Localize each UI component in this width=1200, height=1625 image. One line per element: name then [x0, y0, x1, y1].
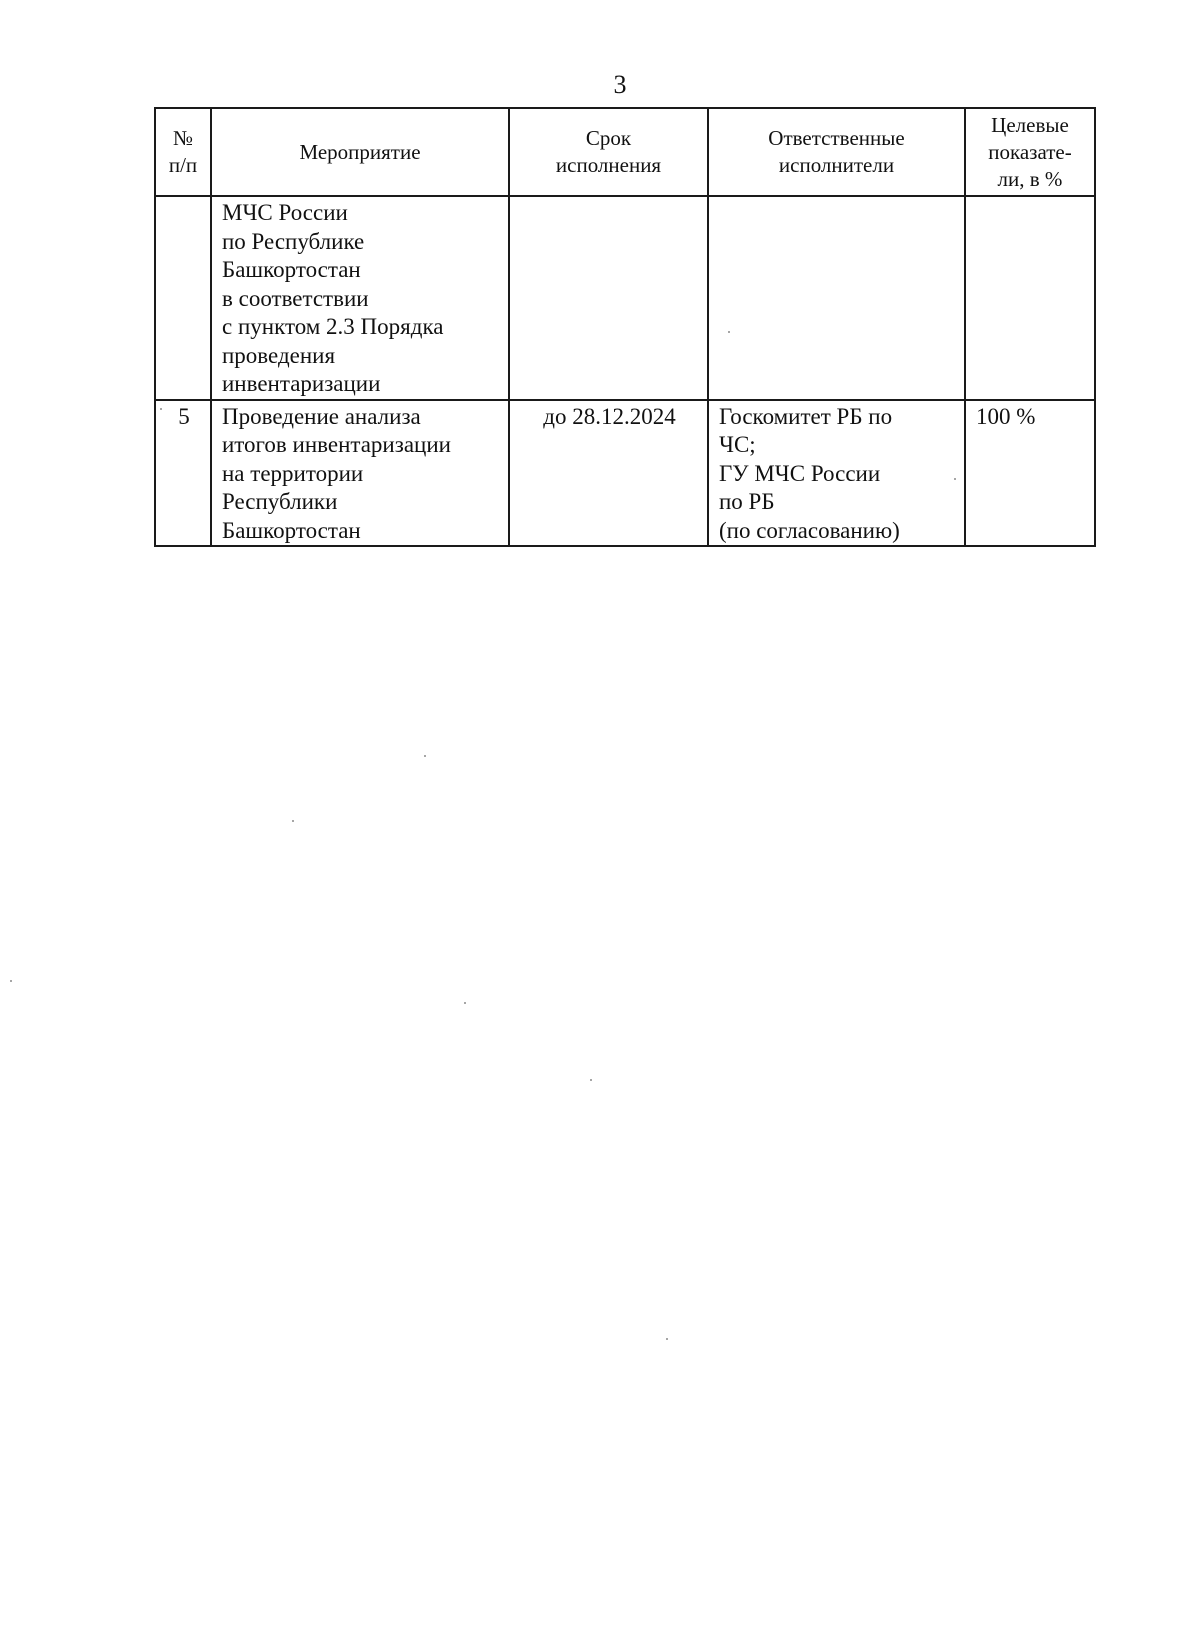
cell-number: 5 — [155, 400, 211, 547]
scan-speck — [292, 820, 294, 822]
table-row — [155, 400, 1095, 547]
scan-speck — [424, 755, 426, 757]
cell-term: до 28.12.2024 — [509, 400, 708, 547]
cell-target — [965, 196, 1095, 400]
scan-speck — [666, 1338, 668, 1340]
cell-number — [155, 196, 211, 400]
scan-speck — [160, 408, 162, 410]
page-number: 3 — [613, 70, 627, 99]
scan-speck — [10, 980, 12, 982]
header-responsible: Ответственные исполнители — [708, 108, 965, 196]
table-row — [155, 196, 1095, 400]
header-number: № п/п — [155, 108, 211, 196]
cell-responsible — [708, 196, 965, 400]
measures-table — [154, 107, 1096, 547]
table-header-row — [155, 108, 1095, 196]
scan-speck — [728, 331, 730, 333]
cell-event: Проведение анализа итогов инвентаризации на территории Республики Башкортостан — [211, 400, 509, 547]
header-event: Мероприятие — [211, 108, 509, 196]
cell-term — [509, 196, 708, 400]
cell-target: 100 % — [965, 400, 1095, 547]
cell-responsible: Госкомитет РБ по ЧС; ГУ МЧС России по РБ (по согласованию) — [708, 400, 965, 547]
scan-speck — [464, 1002, 466, 1004]
header-target: Целевые показате- ли, в % — [965, 108, 1095, 196]
scan-speck — [590, 1079, 592, 1081]
cell-event: МЧС России по Республике Башкортостан в соответствии с пунктом 2.3 Порядка проведения инвентаризации — [211, 196, 509, 400]
scan-speck — [954, 478, 956, 480]
header-term: Срок исполнения — [509, 108, 708, 196]
